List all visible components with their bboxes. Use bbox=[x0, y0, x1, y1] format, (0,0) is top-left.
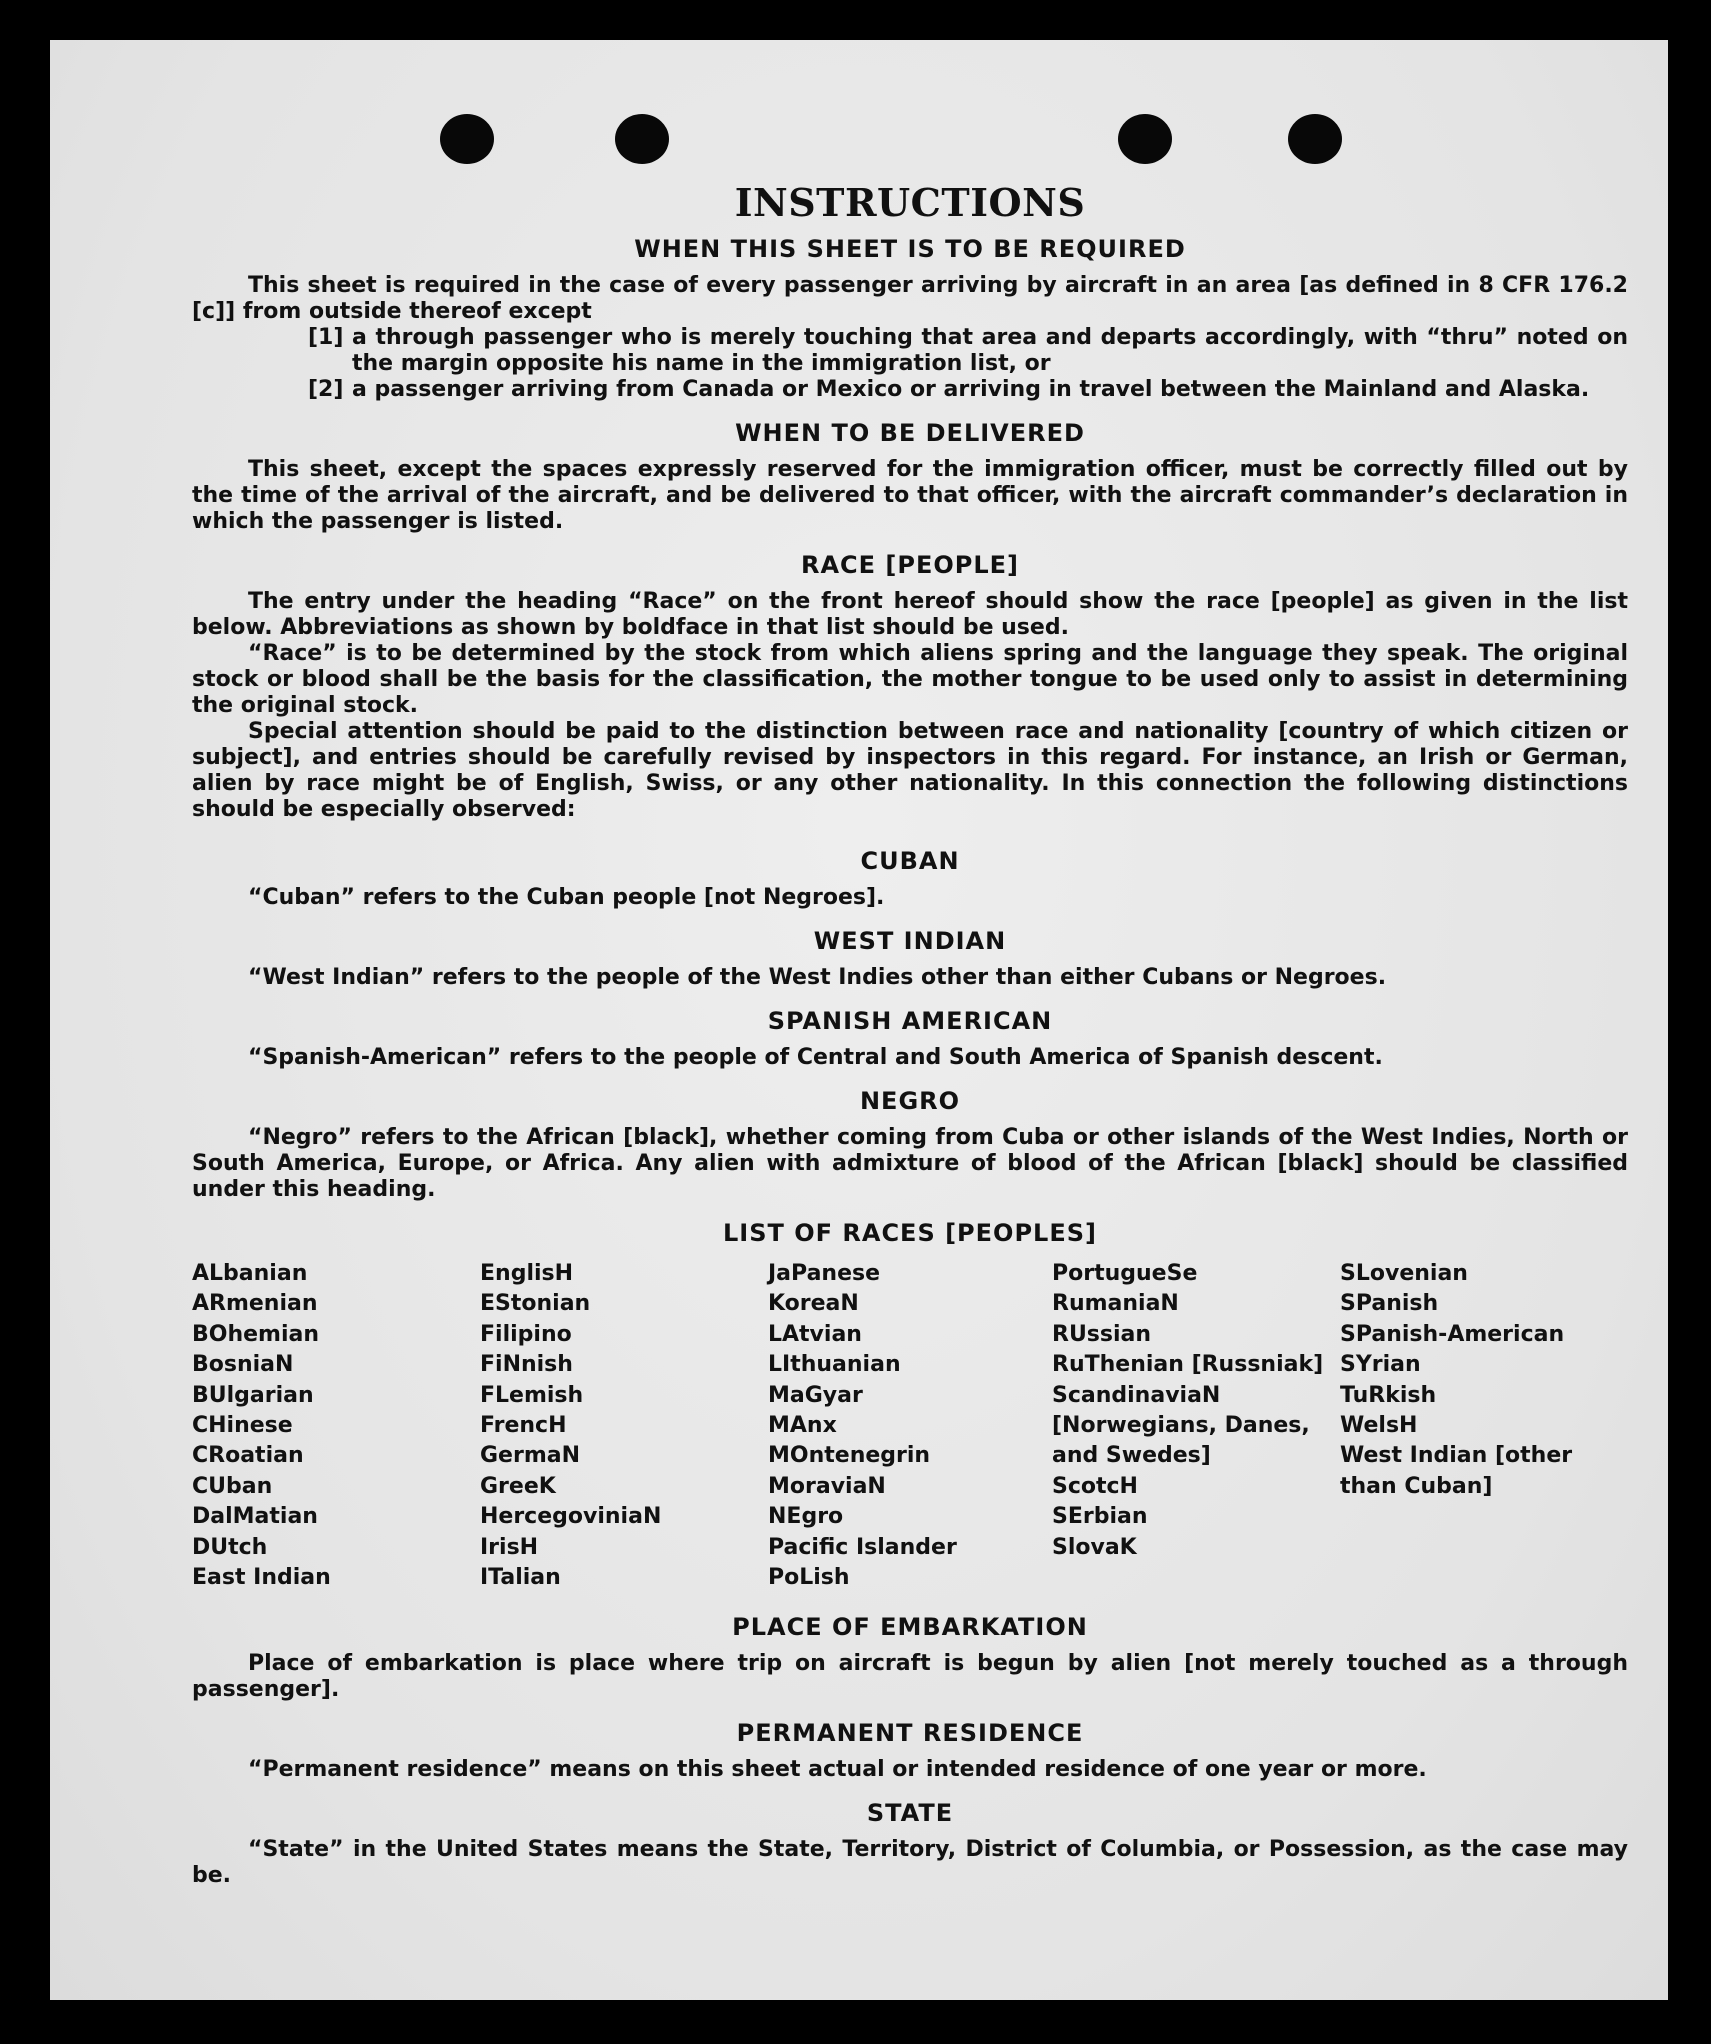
race-entry: HercegoviniaN bbox=[480, 1504, 662, 1530]
heading-west-indian: WEST INDIAN bbox=[813, 927, 1007, 955]
race-entry: EnglisH bbox=[480, 1261, 574, 1286]
document-sheet bbox=[50, 40, 1668, 2000]
race-entry: GreeK bbox=[480, 1473, 556, 1499]
punch-hole bbox=[1288, 114, 1342, 164]
when-delivered-text: This sheet, except the spaces expressly reserved for the immigration officer, must be correctly filled out by the time of the arrival of the aircraft, and be delivered to that officer, with the aircraft commander’s declaration in which the passenger is listed. bbox=[192, 457, 1628, 534]
race-entry: TuRkish bbox=[1340, 1382, 1437, 1408]
exception-item bbox=[308, 325, 1628, 377]
race-entry: RuThenian [Russniak] bbox=[1052, 1352, 1324, 1378]
race-entry: SPanish bbox=[1340, 1291, 1439, 1317]
heading-when-delivered: WHEN TO BE DELIVERED bbox=[735, 419, 1085, 447]
race-entry: IrisH bbox=[480, 1534, 539, 1560]
race-entry: ALbanian bbox=[192, 1261, 308, 1286]
heading-when-required: WHEN THIS SHEET IS TO BE REQUIRED bbox=[634, 235, 1186, 263]
when-required-intro: This sheet is required in the case of every passenger arriving by aircraft in an area [as defined in 8 CFR 176.2 [c]] from outside thereof except bbox=[192, 273, 1628, 324]
race-entry: East Indian bbox=[192, 1565, 331, 1591]
heading-negro: NEGRO bbox=[859, 1087, 961, 1115]
exception-number: [2] bbox=[308, 377, 344, 402]
races-column bbox=[1340, 1259, 1628, 1593]
spanish-american-text: “Spanish-American” refers to the people of Central and South America of Spanish descent. bbox=[248, 1045, 1383, 1070]
heading-residence: PERMANENT RESIDENCE bbox=[736, 1719, 1084, 1748]
race-entry: PoLish bbox=[768, 1565, 850, 1591]
race-paragraph: The entry under the heading “Race” on the front hereof should show the race [people] as given in the list below. Abbreviations as shown by boldface in that list should be used. bbox=[192, 589, 1628, 640]
heading-spanish-american: SPANISH AMERICAN bbox=[767, 1007, 1053, 1035]
race-entry: SLovenian bbox=[1340, 1261, 1468, 1286]
race-entry: ITalian bbox=[480, 1565, 561, 1591]
race-entry: CHinese bbox=[192, 1413, 293, 1439]
race-entry: KoreaN bbox=[768, 1291, 859, 1317]
race-entry: MOntenegrin bbox=[768, 1443, 931, 1469]
race-entry: MoraviaN bbox=[768, 1473, 886, 1499]
race-entry: ScandinaviaN [Norwegians, Danes, and Swedes] bbox=[1052, 1382, 1310, 1469]
race-entry: ScotcH bbox=[1052, 1473, 1138, 1499]
race-entry: EStonian bbox=[480, 1291, 591, 1317]
exception-item bbox=[308, 377, 1628, 403]
race-entry: SlovaK bbox=[1052, 1534, 1137, 1560]
race-paragraph: “Race” is to be determined by the stock from which aliens spring and the language they speak. The original stock or blood shall be the basis for the classification, the mother tongue to be used only to assist in determining the original stock. bbox=[192, 641, 1628, 718]
state-text: “State” in the United States means the State, Territory, District of Columbia, or Possession, as the case may be. bbox=[192, 1837, 1628, 1889]
race-entry: ARmenian bbox=[192, 1291, 318, 1317]
west-indian-text: “West Indian” refers to the people of the West Indies other than either Cubans or Negroes. bbox=[248, 965, 1387, 990]
race-entry: West Indian [other than Cuban] bbox=[1340, 1443, 1573, 1499]
page-title: INSTRUCTIONS bbox=[734, 180, 1086, 225]
races-column bbox=[1052, 1259, 1340, 1593]
race-entry: SPanish-American bbox=[1340, 1321, 1565, 1347]
race-entry: MaGyar bbox=[768, 1382, 863, 1408]
race-entry: SYrian bbox=[1340, 1352, 1421, 1378]
race-entry: BosniaN bbox=[192, 1352, 294, 1378]
exception-number: [1] bbox=[308, 325, 344, 350]
heading-list-of-races: LIST OF RACES [PEOPLES] bbox=[723, 1219, 1097, 1247]
race-entry: FrencH bbox=[480, 1413, 567, 1439]
race-entry: NEgro bbox=[768, 1504, 844, 1530]
punch-hole bbox=[615, 114, 669, 164]
race-entry: RumaniaN bbox=[1052, 1291, 1179, 1317]
races-column bbox=[768, 1259, 1052, 1593]
race-entry: LAtvian bbox=[768, 1321, 862, 1347]
negro-text: “Negro” refers to the African [black], whether coming from Cuba or other islands of the West Indies, North or South America, Europe, or Africa. Any alien with admixture of blood of the African [black] should be classified under this heading. bbox=[192, 1125, 1628, 1202]
race-entry: BUlgarian bbox=[192, 1382, 314, 1408]
race-entry: Filipino bbox=[480, 1321, 572, 1347]
race-entry: GermaN bbox=[480, 1443, 581, 1469]
cuban-text: “Cuban” refers to the Cuban people [not Negroes]. bbox=[248, 885, 885, 910]
race-entry: CRoatian bbox=[192, 1443, 304, 1469]
heading-race: RACE [PEOPLE] bbox=[800, 551, 1020, 579]
heading-embarkation: PLACE OF EMBARKATION bbox=[732, 1613, 1088, 1642]
race-entry: WelsH bbox=[1340, 1413, 1418, 1439]
exception-text: a passenger arriving from Canada or Mexico or arriving in travel between the Mainland and Alaska. bbox=[352, 377, 1590, 402]
race-entry: FLemish bbox=[480, 1382, 584, 1408]
heading-cuban: CUBAN bbox=[860, 847, 960, 875]
residence-text: “Permanent residence” means on this sheet actual or intended residence of one year or more. bbox=[248, 1757, 1427, 1783]
race-entry: Pacific Islander bbox=[768, 1534, 957, 1560]
race-entry: RUssian bbox=[1052, 1321, 1152, 1347]
heading-state: STATE bbox=[866, 1799, 954, 1828]
race-entry: FiNnish bbox=[480, 1352, 573, 1378]
exception-text: a through passenger who is merely touching that area and departs accordingly, with “thru” noted on the margin opposite his name in the immigration list, or bbox=[352, 325, 1628, 376]
punch-hole bbox=[440, 114, 494, 164]
race-entry: LIthuanian bbox=[768, 1352, 901, 1378]
race-entry: MAnx bbox=[768, 1413, 837, 1439]
race-entry: CUban bbox=[192, 1473, 273, 1499]
race-entry: DalMatian bbox=[192, 1504, 318, 1530]
race-entry: SErbian bbox=[1052, 1504, 1148, 1530]
race-entry: DUtch bbox=[192, 1534, 268, 1560]
embarkation-text: Place of embarkation is place where trip on aircraft is begun by alien [not merely touched as a through passenger]. bbox=[192, 1651, 1628, 1703]
punch-hole bbox=[1118, 114, 1172, 164]
races-column bbox=[192, 1259, 480, 1593]
race-paragraph: Special attention should be paid to the distinction between race and nationality [country of which citizen or subject], and entries should be carefully revised by inspectors in this regard. For instance, an Irish or German, alien by race might be of English, Swiss, or any other nationality. In this connection the following distinctions should be especially observed: bbox=[192, 719, 1628, 822]
race-entry: PortugueSe bbox=[1052, 1261, 1198, 1286]
instructions-content bbox=[192, 180, 1628, 1889]
race-entry: JaPanese bbox=[768, 1261, 881, 1286]
races-column bbox=[480, 1259, 768, 1593]
race-entry: BOhemian bbox=[192, 1321, 320, 1347]
races-list bbox=[192, 1259, 1628, 1593]
